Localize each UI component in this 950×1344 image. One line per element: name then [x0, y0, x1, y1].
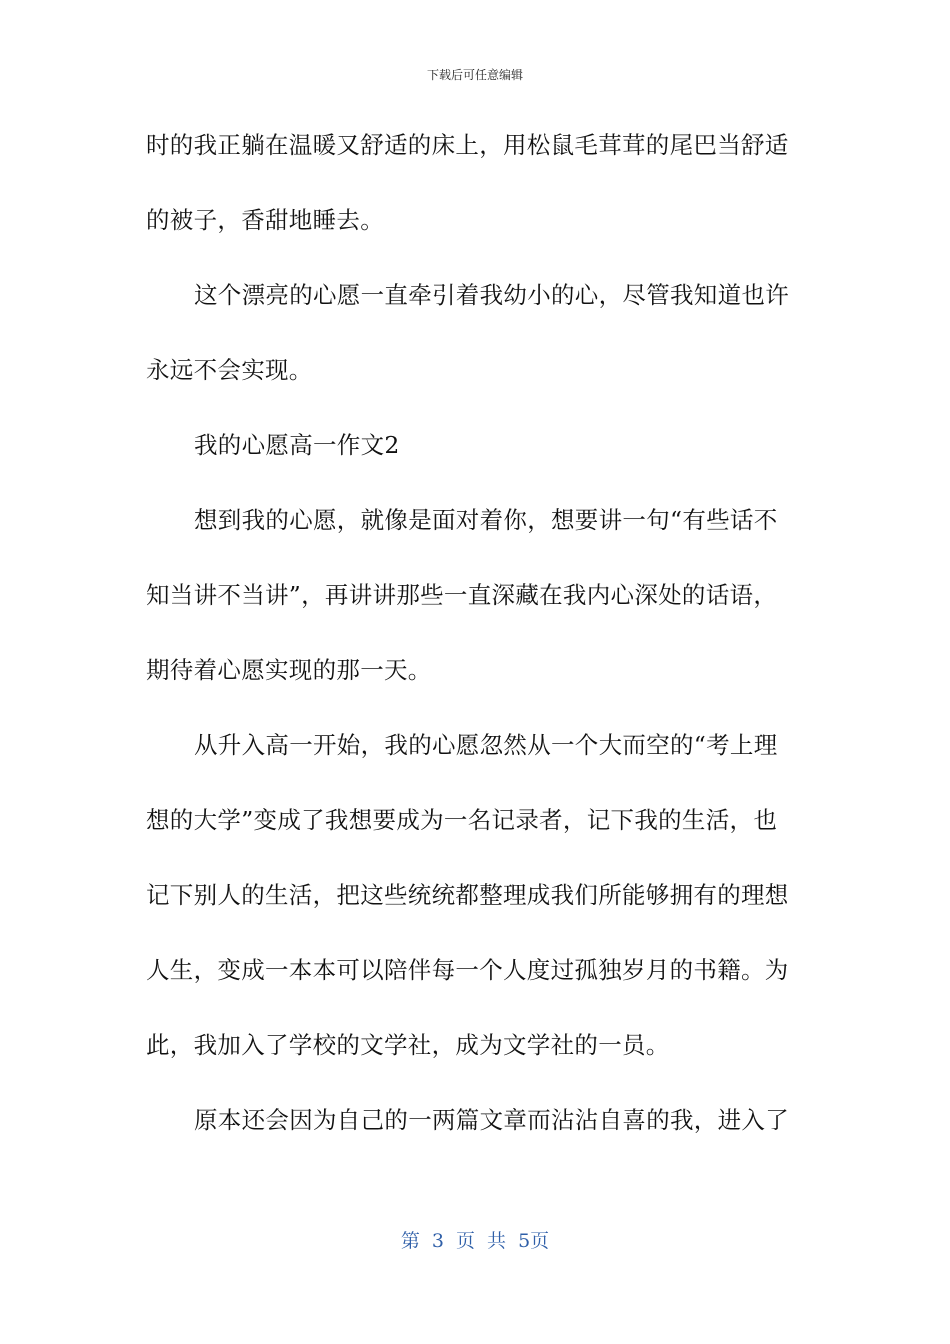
page-footer: 第 3 页 共 5页: [400, 1230, 550, 1252]
paragraph-first-line: 想到我的心愿，就像是面对着你，想要讲一句“有些话不: [194, 506, 778, 534]
text-line: 期待着心愿实现的那一天。: [146, 656, 432, 684]
text-line: 时的我正躺在温暖又舒适的床上，用松鼠毛茸茸的尾巴当舒适: [146, 131, 789, 159]
text-line: 人生，变成一本本可以陪伴每一个人度过孤独岁月的书籍。为: [146, 956, 789, 984]
paragraph-first-line: 从升入高一开始，我的心愿忽然从一个大而空的“考上理: [194, 731, 778, 759]
page-header: 下载后可任意编辑: [426, 68, 523, 82]
text-line: 的被子，香甜地睡去。: [146, 206, 384, 234]
text-line: 想的大学”变成了我想要成为一名记录者，记下我的生活，也: [146, 806, 778, 834]
paragraph-first-line: 原本还会因为自己的一两篇文章而沾沾自喜的我，进入了: [194, 1106, 789, 1134]
text-line: 记下别人的生活，把这些统统都整理成我们所能够拥有的理想: [146, 881, 789, 909]
text-line: 此，我加入了学校的文学社，成为文学社的一员。: [146, 1031, 670, 1059]
section-title: 我的心愿高一作文2: [194, 431, 400, 459]
text-line: 知当讲不当讲”，再讲讲那些一直深藏在我内心深处的话语，: [146, 581, 778, 609]
paragraph-first-line: 这个漂亮的心愿一直牵引着我幼小的心，尽管我知道也许: [194, 281, 789, 309]
text-line: 永远不会实现。: [146, 356, 313, 384]
